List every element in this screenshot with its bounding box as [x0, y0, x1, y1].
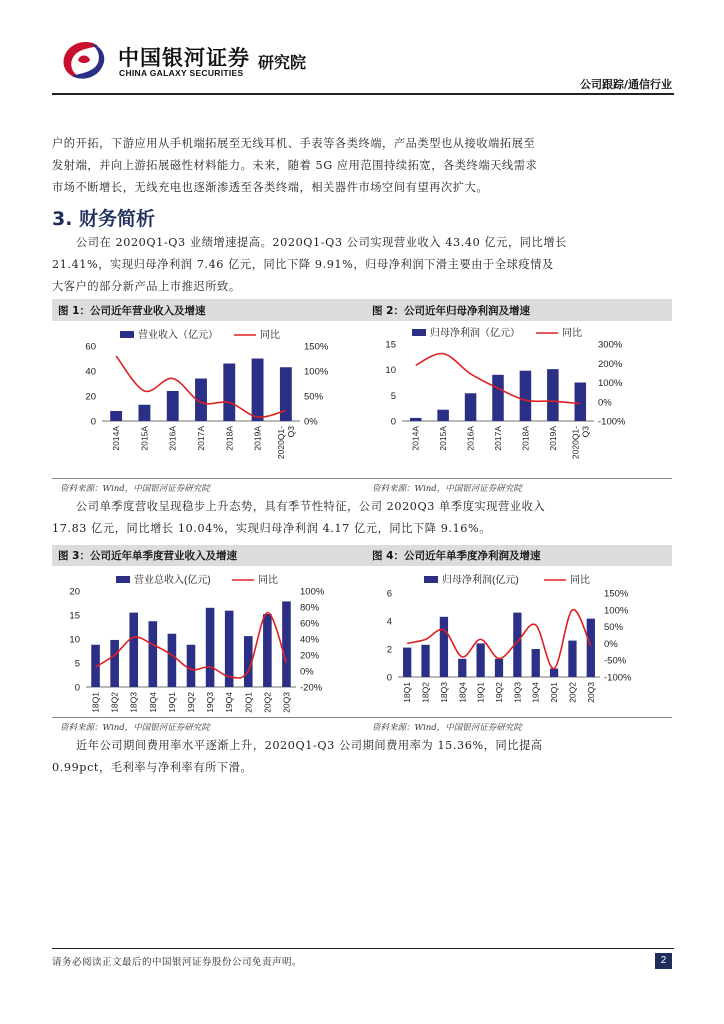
y-tick-label: 0	[90, 416, 96, 428]
header-rule	[52, 93, 674, 95]
x-tick-label: 19Q4	[530, 682, 541, 703]
x-tick-label: 2014A	[410, 426, 421, 451]
x-tick-label: 2019A	[252, 426, 263, 451]
bar	[520, 371, 532, 421]
x-tick-label: 2018A	[224, 426, 235, 451]
x-tick-label: 20Q3	[585, 682, 596, 703]
x-tick-label: Q3	[285, 426, 296, 438]
y2-tick-label: -100%	[604, 672, 632, 684]
bar	[437, 410, 449, 421]
bar	[465, 393, 477, 421]
y-tick-label: 20	[85, 391, 96, 403]
x-tick-label: 20Q2	[567, 682, 578, 703]
fig2-chart	[368, 322, 668, 477]
x-tick-label: 2020Q1-	[570, 426, 581, 460]
y-tick-label: 2	[386, 644, 392, 656]
y2-tick-label: 0%	[300, 666, 314, 678]
text-line: 发射端，并向上游拓展磁性材料能力。未来，随着 5G 应用范围持续拓宽，各类终端天线需求	[52, 159, 538, 172]
x-tick-label: 18Q4	[147, 692, 158, 713]
x-tick-label: 2019A	[547, 426, 558, 451]
galaxy-logo-icon	[58, 36, 110, 84]
legend-label: 营业总收入(亿元)	[134, 575, 211, 586]
figure-divider	[52, 717, 672, 718]
y-tick-label: 5	[390, 390, 396, 402]
bar	[129, 613, 138, 687]
y2-tick-label: 20%	[300, 650, 320, 662]
bar	[568, 641, 576, 677]
bar	[575, 383, 587, 422]
y2-tick-label: 200%	[598, 358, 623, 370]
text-line: 户的开拓，下游应用从手机端拓展至无线耳机、手表等各类终端，产品类型也从接收端拓展至	[52, 137, 536, 150]
fig3-source: 资料来源：Wind，中国银河证券研究院	[60, 723, 210, 733]
x-tick-label: 20Q1	[243, 692, 254, 713]
intro-paragraph	[52, 133, 674, 199]
y-tick-label: 60	[85, 341, 96, 353]
legend-label: 同比	[260, 330, 280, 341]
bar	[403, 648, 411, 677]
figure-divider	[52, 478, 672, 479]
text-line: 近年公司期间费用率水平逐渐上升，2020Q1-Q3 公司期间费用率为 15.36%，同比提高	[76, 739, 543, 752]
legend-label: 同比	[562, 328, 582, 339]
fig4-title: 图 4：公司近年单季度净利润及增速	[372, 550, 541, 562]
fig3-title: 图 3：公司近年单季度营业收入及增速	[58, 550, 237, 562]
y2-tick-label: 150%	[604, 588, 629, 600]
bar	[280, 367, 292, 421]
fig1-chart	[56, 322, 356, 477]
bar	[138, 405, 150, 421]
fig2-source: 资料来源：Wind，中国银河证券研究院	[372, 484, 522, 494]
y2-tick-label: 150%	[304, 341, 329, 353]
text-line: 市场不断增长，无线充电也逐渐渗透至各类终端，相关器件市场空间有望再次扩大。	[52, 181, 489, 194]
y-tick-label: 5	[74, 658, 80, 670]
bar	[410, 418, 422, 421]
y-tick-label: 0	[390, 416, 396, 428]
legend-label: 归母净利润(亿元)	[442, 575, 519, 586]
y2-tick-label: 100%	[300, 586, 325, 598]
bar	[110, 640, 119, 687]
legend-label: 同比	[258, 575, 278, 586]
bar	[421, 645, 429, 677]
section3-paragraph-3	[52, 735, 674, 779]
x-tick-label: 19Q3	[512, 682, 523, 703]
y-tick-label: 0	[386, 672, 392, 684]
x-tick-label: 19Q4	[224, 692, 235, 713]
y2-tick-label: 0%	[598, 397, 612, 409]
report-type: 公司跟踪/通信行业	[579, 78, 672, 91]
bar	[458, 659, 466, 677]
x-tick-label: 2020Q1-	[275, 426, 286, 460]
bar	[263, 614, 272, 687]
bar	[223, 364, 235, 422]
y2-tick-label: -50%	[604, 655, 627, 667]
text-line: 21.41%，实现归母净利润 7.46 亿元，同比下降 9.91%，归母净利润下滑主要由于全球疫情及	[52, 258, 554, 271]
bar	[282, 601, 291, 687]
bar	[547, 369, 559, 421]
legend-bar-swatch	[116, 576, 130, 583]
x-tick-label: 18Q2	[109, 692, 120, 713]
x-tick-label: 18Q3	[438, 682, 449, 703]
header	[0, 0, 724, 95]
institute-label: 研究院	[258, 53, 307, 72]
bar	[492, 375, 504, 421]
bar	[477, 643, 485, 677]
x-tick-label: 2016A	[465, 426, 476, 451]
bar	[149, 621, 158, 687]
legend-label: 归母净利润（亿元）	[430, 328, 520, 339]
x-tick-label: 19Q2	[494, 682, 504, 703]
x-tick-label: 2015A	[139, 426, 150, 451]
x-tick-label: 19Q3	[205, 692, 216, 713]
legend-bar-swatch	[424, 576, 438, 583]
fig3-chart	[56, 567, 356, 715]
x-tick-label: 2018A	[520, 426, 531, 451]
bar	[532, 649, 540, 677]
y2-tick-label: 40%	[300, 634, 320, 646]
bar	[587, 619, 595, 677]
y2-tick-label: 100%	[604, 605, 629, 617]
x-tick-label: 2017A	[196, 426, 206, 451]
y-tick-label: 4	[386, 616, 392, 628]
y2-tick-label: 0%	[304, 416, 318, 428]
legend-label: 营业收入（亿元）	[138, 330, 218, 341]
y2-tick-label: 100%	[598, 378, 623, 389]
x-tick-label: 19Q1	[166, 692, 177, 713]
bar	[187, 645, 196, 687]
logo-cn-text: 中国银河证券	[118, 47, 250, 70]
legend-bar-swatch	[120, 331, 134, 338]
text-line: 大客户的部分新产品上市推迟所致。	[52, 280, 241, 293]
bar	[110, 411, 122, 421]
x-tick-label: 18Q1	[402, 682, 413, 703]
legend-bar-swatch	[412, 329, 426, 336]
y2-tick-label: 80%	[300, 602, 320, 614]
bar	[168, 634, 177, 687]
section3-paragraph-2	[52, 496, 674, 540]
x-tick-label: 2017A	[493, 426, 503, 451]
section-title: 3. 财务简析	[52, 208, 156, 230]
x-tick-label: 19Q2	[186, 692, 196, 713]
bar	[495, 659, 503, 677]
y2-tick-label: -20%	[300, 682, 323, 694]
legend-label: 同比	[570, 575, 590, 586]
y-tick-label: 40	[85, 366, 96, 378]
x-tick-label: 2014A	[111, 426, 122, 451]
y-tick-label: 15	[385, 339, 396, 351]
footer-disclaimer: 请务必阅读正文最后的中国银河证券股份公司免责声明。	[52, 957, 303, 968]
x-tick-label: 20Q3	[281, 692, 292, 713]
bar	[167, 391, 179, 421]
fig2-title: 图 2：公司近年归母净利润及增速	[372, 305, 530, 317]
x-tick-label: 18Q1	[90, 692, 101, 713]
text-line: 公司在 2020Q1-Q3 业绩增速提高。2020Q1-Q3 公司实现营业收入 43.40 亿元，同比增长	[76, 236, 567, 249]
page-number: 2	[655, 953, 672, 969]
fig1-title: 图 1：公司近年营业收入及增速	[58, 305, 206, 317]
text-line: 0.99pct，毛利率与净利率有所下滑。	[52, 761, 253, 774]
y-tick-label: 20	[69, 586, 80, 598]
x-tick-label: 19Q1	[475, 682, 486, 703]
y2-tick-label: 60%	[300, 618, 320, 630]
y2-tick-label: 50%	[304, 391, 324, 403]
y-tick-label: 10	[69, 634, 80, 646]
section3-paragraph-1	[52, 232, 674, 298]
x-tick-label: 2016A	[167, 426, 178, 451]
fig1-source: 资料来源：Wind，中国银河证券研究院	[60, 484, 210, 494]
text-line: 17.83 亿元，同比增长 10.04%，实现归母净利润 4.17 亿元，同比下降 9.16%。	[52, 522, 492, 535]
y2-tick-label: 300%	[598, 339, 623, 351]
y-tick-label: 15	[69, 610, 80, 622]
bar	[550, 669, 558, 677]
y2-tick-label: 0%	[604, 638, 618, 650]
x-tick-label: 20Q1	[549, 682, 560, 703]
y2-tick-label: 50%	[604, 622, 624, 634]
fig4-chart	[368, 567, 668, 715]
x-tick-label: 2015A	[438, 426, 449, 451]
y-tick-label: 10	[385, 365, 396, 377]
text-line: 公司单季度营收呈现稳步上升态势，具有季节性特征，公司 2020Q3 单季度实现营业收入	[76, 500, 546, 513]
x-tick-label: 18Q4	[457, 682, 468, 703]
x-tick-label: 18Q3	[128, 692, 139, 713]
bar	[440, 617, 448, 677]
fig4-source: 资料来源：Wind，中国银河证券研究院	[372, 723, 522, 733]
x-tick-label: Q3	[580, 426, 591, 438]
x-tick-label: 18Q2	[420, 682, 431, 703]
bar	[252, 359, 264, 422]
y2-tick-label: 100%	[304, 366, 329, 378]
y-tick-label: 0	[74, 682, 80, 694]
bar	[206, 608, 215, 687]
y2-tick-label: -100%	[598, 416, 626, 428]
footer-rule	[52, 948, 674, 949]
x-tick-label: 20Q2	[262, 692, 273, 713]
y-tick-label: 6	[386, 588, 392, 600]
logo-en-text: CHINA GALAXY SECURITIES	[119, 68, 244, 78]
